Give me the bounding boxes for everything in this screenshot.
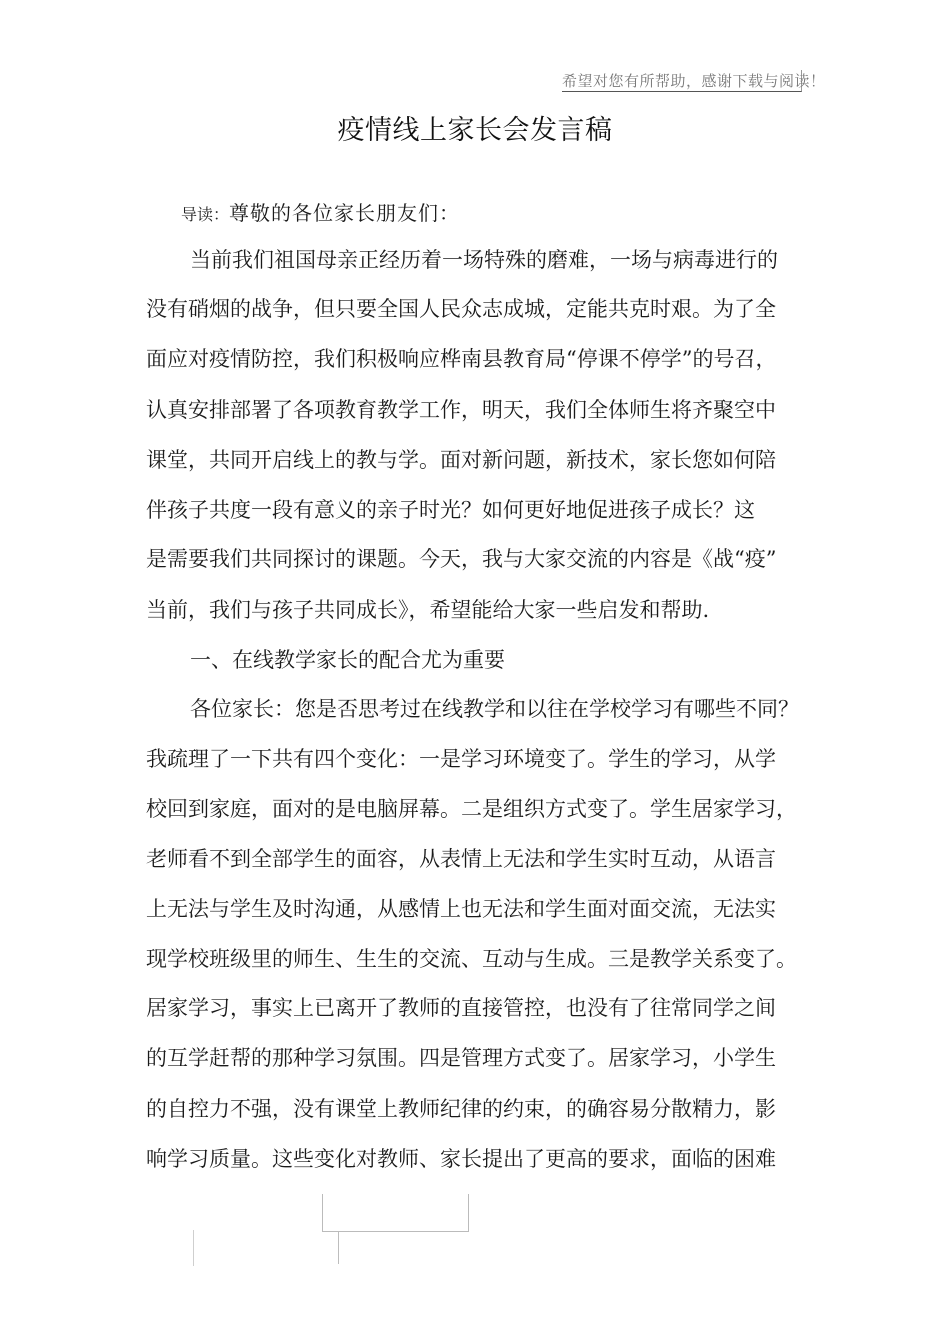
- section-heading: 一、在线教学家长的配合尤为重要: [190, 648, 505, 672]
- body-line: 现学校班级里的师生、生生的交流、互动与生成。三是教学关系变了。: [146, 947, 797, 971]
- body-line: 我疏理了一下共有四个变化：一是学习环境变了。学生的学习，从学: [146, 747, 776, 771]
- body-line: 当前，我们与孩子共同成长》，希望能给大家一些启发和帮助.: [146, 598, 710, 622]
- body-line: 当前我们祖国母亲正经历着一场特殊的磨难，一场与病毒进行的: [190, 248, 778, 272]
- header-note: 希望对您有所帮助，感谢下载与阅读！: [562, 72, 826, 90]
- body-line: 的互学赶帮的那种学习氛围。四是管理方式变了。居家学习，小学生: [146, 1046, 776, 1070]
- body-line: 居家学习，事实上已离开了教师的直接管控，也没有了往常同学之间: [146, 996, 776, 1020]
- body-line: 响学习质量。这些变化对教师、家长提出了更高的要求，面临的困难: [146, 1147, 776, 1171]
- body-line: 认真安排部署了各项教育教学工作，明天，我们全体师生将齐聚空中: [146, 398, 776, 422]
- body-line: 各位家长：您是否思考过在线教学和以往在学校学习有哪些不同？: [190, 697, 799, 721]
- footer-rule-left: [193, 1230, 194, 1266]
- intro-text: 尊敬的各位家长朋友们：: [229, 201, 461, 225]
- body-line: 的自控力不强，没有课堂上教师纪律的约束，的确容易分散精力，影: [146, 1097, 776, 1121]
- body-line: 面应对疫情防控，我们积极响应桦南县教育局“停课不停学”的号召，: [146, 347, 777, 371]
- intro-label: 导读：: [181, 205, 230, 224]
- body-line: 校回到家庭，面对的是电脑屏幕。二是组织方式变了。学生居家学习，: [146, 797, 797, 821]
- body-line: 伴孩子共度一段有意义的亲子时光？如何更好地促进孩子成长？这: [146, 498, 755, 522]
- body-line: 老师看不到全部学生的面容，从表情上无法和学生实时互动，从语言: [146, 847, 776, 871]
- footer-frame-mark: [322, 1194, 469, 1232]
- document-title: 疫情线上家长会发言稿: [337, 115, 613, 146]
- footer-rule-middle: [338, 1232, 339, 1264]
- body-line: 没有硝烟的战争，但只要全国人民众志成城，定能共克时艰。为了全: [146, 297, 776, 321]
- intro-paragraph: [181, 197, 460, 227]
- body-line: 上无法与学生及时沟通，从感情上也无法和学生面对面交流，无法实: [146, 897, 776, 921]
- body-line: 是需要我们共同探讨的课题。今天，我与大家交流的内容是《战“疫”: [146, 547, 777, 571]
- body-line: 课堂，共同开启线上的教与学。面对新问题，新技术，家长您如何陪: [146, 448, 776, 472]
